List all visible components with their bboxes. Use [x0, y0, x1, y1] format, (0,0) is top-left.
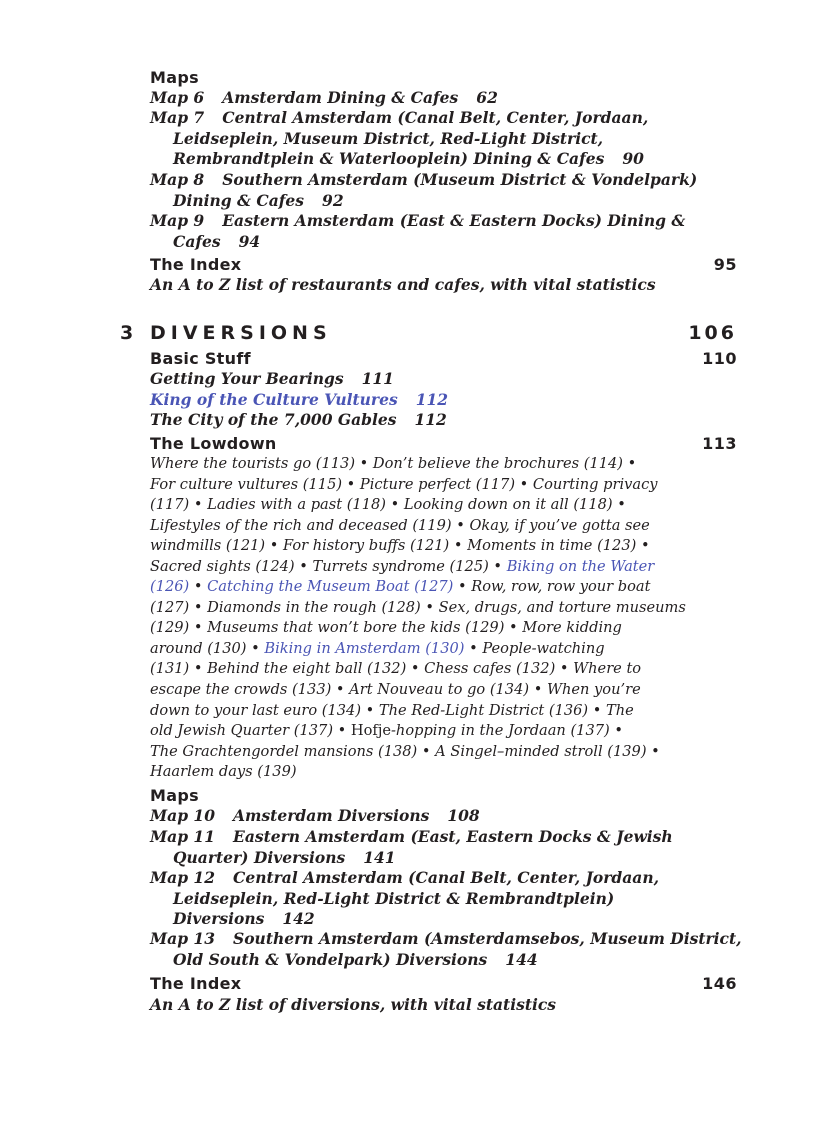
topic-text: (117) • Ladies with a past (118) • Looking down on it all (118) • [150, 496, 626, 514]
lowdown-line [150, 659, 750, 680]
lowdown-line [150, 721, 750, 742]
map-entry[interactable]: Map 6 Amsterdam Dining & Cafes 62 [150, 88, 498, 107]
index-description: An A to Z list of diversions, with vital statistics [150, 995, 557, 1014]
lowdown-line [150, 639, 750, 660]
lowdown-line [150, 454, 750, 475]
lowdown-heading[interactable]: The Lowdown [150, 434, 277, 453]
maps-heading: Maps [150, 786, 199, 805]
lowdown-line [150, 618, 750, 639]
topic-text: old Jewish Quarter (137) • [150, 722, 351, 740]
index-description: An A to Z list of restaurants and cafes, with vital statistics [150, 275, 656, 294]
chapter-number: 3 [120, 322, 134, 344]
lowdown-line [150, 536, 750, 557]
maps-heading: Maps [150, 68, 199, 87]
index-heading[interactable]: The Index [150, 255, 242, 274]
map-entry[interactable]: Map 7 Central Amsterdam (Canal Belt, Center, Jordaan, Leidseplein, Museum District, Red-Light District, Rembrandtplein & Waterlooplein) Dining & Cafes 90 [150, 108, 649, 168]
topic-text: • People-watching [464, 639, 605, 657]
map-entry[interactable]: Map 8 Southern Amsterdam (Museum District & Vondelpark) Dining & Cafes 92 [150, 170, 698, 210]
topic-text: escape the crowds (133) • Art Nouveau to go (134) • When you’re [150, 681, 641, 699]
lowdown-line [150, 475, 750, 496]
map-entry[interactable]: Map 10 Amsterdam Diversions 108 [150, 806, 480, 825]
lowdown-line [150, 762, 750, 783]
topic-text: (129) • Museums that won’t bore the kids (129) • More kidding [150, 619, 622, 637]
topic-text: (127) • Diamonds in the rough (128) • Sex, drugs, and torture museums [150, 598, 686, 616]
topic-text: Haarlem days (139) [150, 763, 297, 781]
lowdown-page-number: 113 [702, 434, 737, 453]
topic-text: For culture vultures (115) • Picture perfect (117) • Courting privacy [150, 475, 658, 493]
topic-text: (131) • Behind the eight ball (132) • Chess cafes (132) • Where to [150, 660, 642, 678]
basic-stuff-heading[interactable]: Basic Stuff [150, 349, 251, 368]
map-entry[interactable]: Map 13 Southern Amsterdam (Amsterdamsebos, Museum District, Old South & Vondelpark) Diversions 144 [150, 929, 742, 969]
topic-link[interactable]: Biking in Amsterdam (130) [264, 639, 465, 657]
topic-text: Lifestyles of the rich and deceased (119) • Okay, if you’ve gotta see [150, 516, 650, 534]
topic-text: around (130) • [150, 639, 265, 657]
index-page-number: 95 [713, 255, 737, 274]
topic-text: • [189, 578, 208, 596]
chapter-page-number: 106 [688, 322, 737, 344]
toc-link-entry[interactable]: King of the Culture Vultures 112 [150, 390, 449, 409]
lowdown-line [150, 495, 750, 516]
topic-text: -hopping in the Jordaan (137) • [390, 722, 623, 740]
lowdown-line [150, 742, 750, 763]
topic-text: Sacred sights (124) • Turrets syndrome (125) • [150, 557, 507, 575]
chapter-title[interactable]: DIVERSIONS [150, 322, 332, 344]
topic-text: • Row, row, row your boat [453, 578, 651, 596]
lowdown-topics [150, 454, 750, 783]
index-page-number: 146 [702, 974, 737, 993]
map-entry[interactable]: Map 9 Eastern Amsterdam (East & Eastern Docks) Dining & Cafes 94 [150, 211, 686, 251]
lowdown-line [150, 577, 750, 598]
map-entry[interactable]: Map 11 Eastern Amsterdam (East, Eastern Docks & Jewish Quarter) Diversions 141 [150, 827, 673, 867]
topic-link[interactable]: Catching the Museum Boat (127) [207, 578, 454, 596]
index-heading[interactable]: The Index [150, 974, 242, 993]
topic-text: The Grachtengordel mansions (138) • A Singel–minded stroll (139) • [150, 742, 660, 760]
topic-link[interactable]: (126) [150, 578, 190, 596]
lowdown-line [150, 598, 750, 619]
basic-stuff-page-number: 110 [702, 349, 737, 368]
topic-text: Where the tourists go (113) • Don’t believe the brochures (114) • [150, 455, 637, 472]
lowdown-line [150, 680, 750, 701]
lowdown-line [150, 701, 750, 722]
topic-text: down to your last euro (134) • The Red-Light District (136) • The [150, 701, 634, 719]
map-entry[interactable]: Map 12 Central Amsterdam (Canal Belt, Center, Jordaan, Leidseplein, Red-Light District & Rembrandtplein) Diversions 142 [150, 868, 660, 928]
toc-entry[interactable]: The City of the 7,000 Gables 112 [150, 410, 447, 429]
topic-text: windmills (121) • For history buffs (121) • Moments in time (123) • [150, 537, 650, 555]
topic-link[interactable]: Biking on the Water [506, 557, 655, 575]
topic-text: Hofje [350, 722, 391, 740]
lowdown-line [150, 557, 750, 578]
lowdown-line [150, 516, 750, 537]
toc-entry[interactable]: Getting Your Bearings 111 [150, 369, 394, 388]
